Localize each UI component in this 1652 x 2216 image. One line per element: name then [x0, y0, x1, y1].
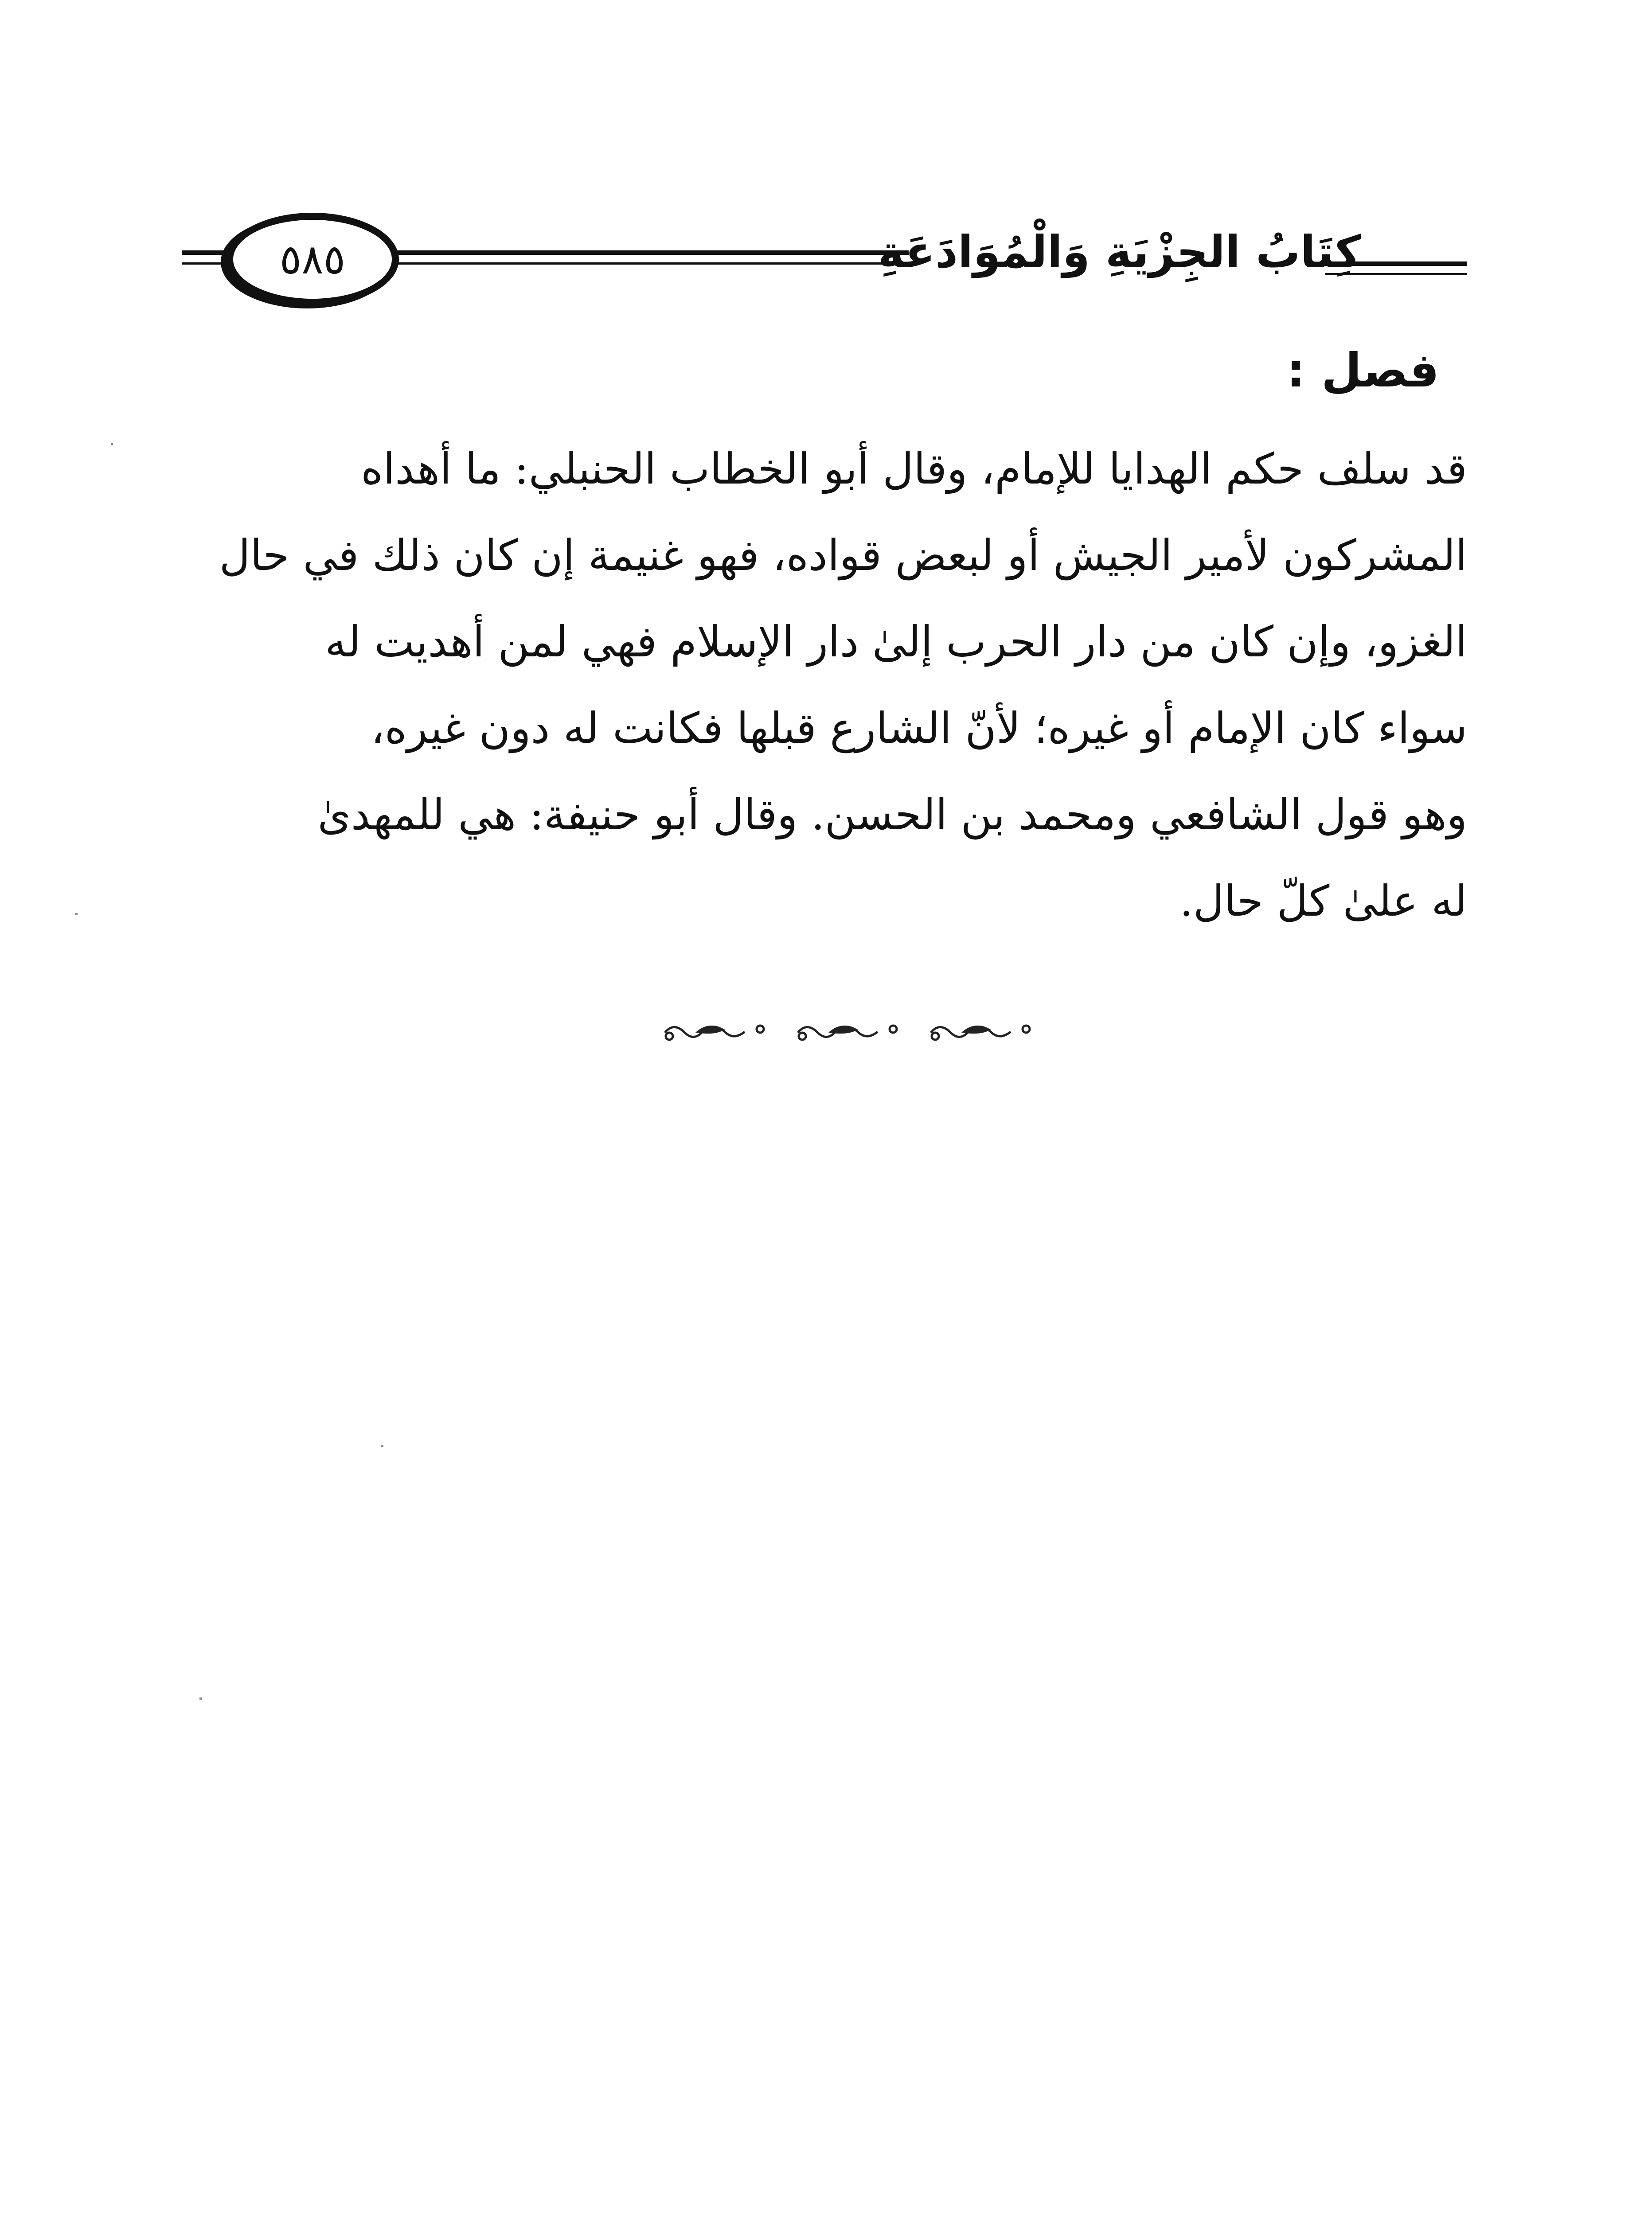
running-title: كِتَابُ الجِزْيَةِ وَالْمُوَادَعَةِ	[878, 226, 1361, 278]
section-heading: فصل :	[1286, 343, 1439, 398]
floral-divider-icon	[656, 1019, 1055, 1046]
scan-speck	[75, 913, 78, 915]
text-line: له علىٰ كلّ حال.	[1179, 876, 1467, 926]
text-line: المشركون لأمير الجيش أو لبعض قواده، فهو غنيمة إن كان ذلك في حال	[219, 530, 1467, 580]
header-rule-left-thin	[394, 262, 909, 265]
text-line: سواء كان الإمام أو غيره؛ لأنّ الشارع قبلها فكانت له دون غيره،	[371, 703, 1467, 753]
page-number: ٥٨٥	[279, 235, 346, 283]
header-rule-left	[394, 250, 909, 255]
page-number-frame	[226, 213, 399, 306]
text-line: الغزو، وإن كان من دار الحرب إلىٰ دار الإسلام فهي لمن أهديت له	[325, 616, 1467, 667]
text-line: وهو قول الشافعي ومحمد بن الحسن. وقال أبو حنيفة: هي للمهدىٰ	[317, 789, 1467, 839]
scan-speck	[381, 1445, 383, 1447]
page-header	[182, 208, 1467, 324]
scan-speck	[199, 1697, 202, 1700]
text-line: قد سلف حكم الهدايا للإمام، وقال أبو الخطاب الحنبلي: ما أهداه	[361, 444, 1467, 494]
scan-speck	[111, 443, 113, 445]
body-paragraph	[182, 425, 1467, 944]
